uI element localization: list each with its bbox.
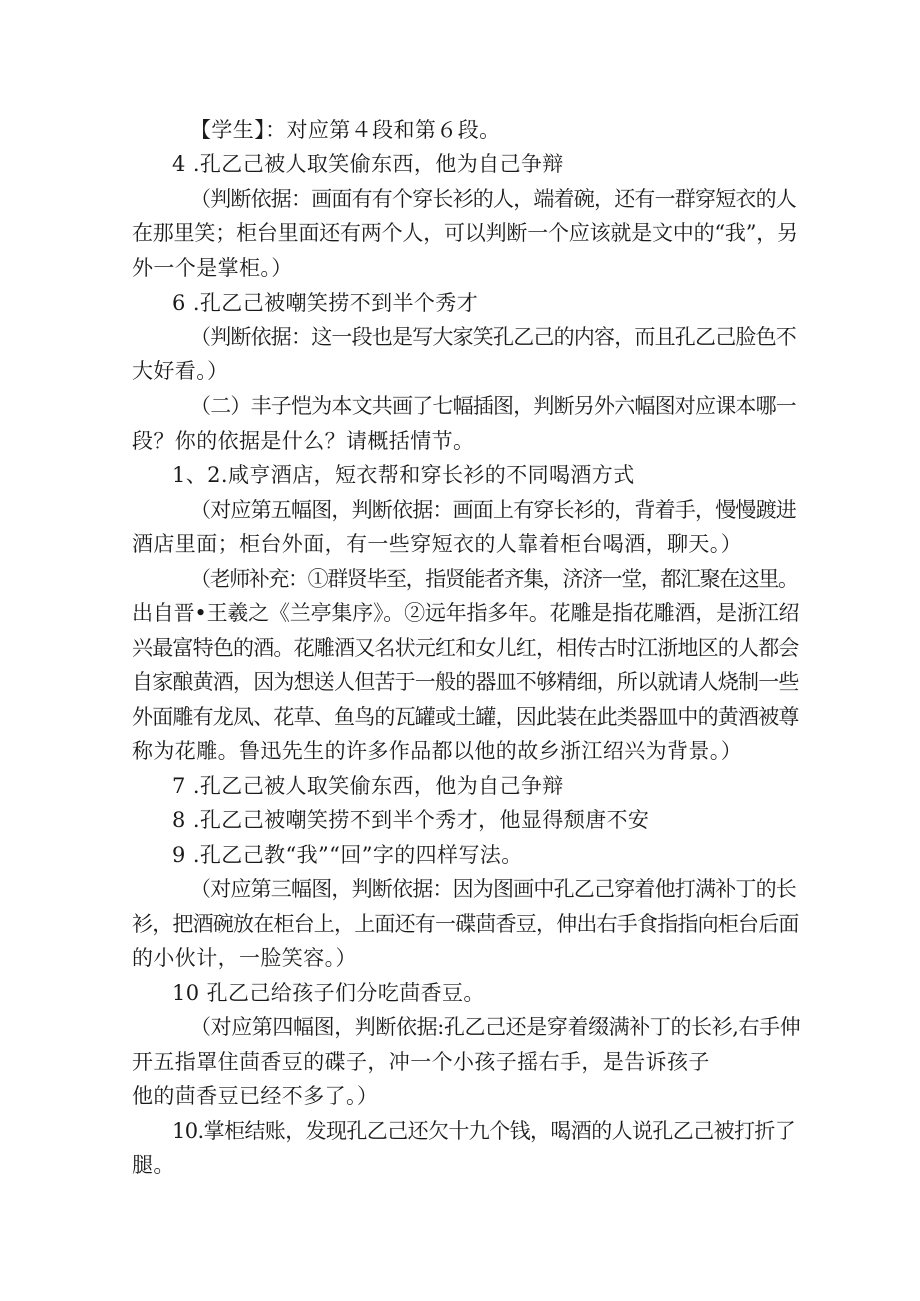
text-line: 出自晋•王羲之《兰亭集序》。②远年指多年。花雕是指花雕酒，是浙江绍 [132, 601, 800, 625]
text-line: 大好看。） [132, 359, 229, 383]
text-line: 外面雕有龙凤、花草、鱼鸟的瓦罐或土罐，因此装在此类器皿中的黄酒被尊 [132, 705, 799, 729]
text-line: （老师补充：①群贤毕至，指贤能者齐集，济济一堂，都汇聚在这里。 [190, 567, 798, 591]
text-line: 衫，把酒碗放在柜台上，上面还有一碟茴香豆，伸出右手食指指向柜台后面 [132, 912, 799, 936]
text-line: 开五指罩住茴香豆的碟子，冲一个小孩子摇右手，是告诉孩子 [132, 1050, 710, 1074]
text-line: 8 .孔乙己被嘲笑捞不到半个秀才，他显得颓唐不安 [172, 808, 650, 832]
text-line: 腿。 [132, 1153, 175, 1177]
text-line: （对应第四幅图，判断依据:孔乙己还是穿着缀满补丁的长衫,右手伸 [190, 1015, 801, 1039]
text-line: 10.掌柜结账，发现孔乙己还欠十九个钱，喝酒的人说孔乙己被打折了 [172, 1119, 796, 1143]
text-line: 他的茴香豆已经不多了。） [132, 1084, 379, 1108]
text-line: 【学生】：对应第４段和第６段。 [190, 118, 501, 142]
text-line: （二）丰子恺为本文共画了七幅插图，判断另外六幅图对应课本哪一 [190, 394, 796, 418]
text-line: 10 孔乙己给孩子们分吃茴香豆。 [172, 981, 485, 1005]
text-line: 外一个是掌柜。） [132, 256, 293, 280]
text-line: 7 .孔乙己被人取笑偷东西，他为自己争辩 [172, 774, 564, 798]
text-line: 9 .孔乙己教“我”“回”字的四样写法。 [172, 843, 523, 867]
text-line: 兴最富特色的酒。花雕酒又名状元红和女儿红，相传古时江浙地区的人都会 [132, 636, 799, 660]
text-line: （判断依据：画面有有个穿长衫的人，端着碗，还有一群穿短衣的人 [190, 187, 796, 211]
text-line: 段？你的依据是什么？请概括情节。 [132, 429, 475, 453]
text-line: 的小伙计，一脸笑容。） [132, 946, 357, 970]
text-line: （判断依据：这一段也是写大家笑孔乙己的内容，而且孔乙己脸色不 [190, 325, 796, 349]
text-line: 在那里笑；柜台里面还有两个人，可以判断一个应该就是文中的“我”，另 [132, 221, 798, 245]
text-line: 称为花雕。鲁迅先生的许多作品都以他的故乡浙江绍兴为背景。） [132, 739, 743, 763]
text-line: 6 .孔乙己被嘲笑捞不到半个秀才 [172, 291, 479, 315]
text-line: （对应第五幅图，判断依据：画面上有穿长衫的，背着手，慢慢踱进 [190, 498, 796, 522]
text-line: 4 .孔乙己被人取笑偷东西，他为自己争辩 [172, 152, 564, 176]
text-line: （对应第三幅图，判断依据：因为图画中孔乙己穿着他打满补丁的长 [190, 877, 796, 901]
text-line: 1、2.咸亨酒店，短衣帮和穿长衫的不同喝酒方式 [172, 463, 635, 487]
text-line: 自家酿黄酒，因为想送人但苦于一般的器皿不够精细，所以就请人烧制一些 [132, 670, 799, 694]
text-line: 酒店里面；柜台外面，有一些穿短衣的人靠着柜台喝酒，聊天。） [132, 532, 743, 556]
